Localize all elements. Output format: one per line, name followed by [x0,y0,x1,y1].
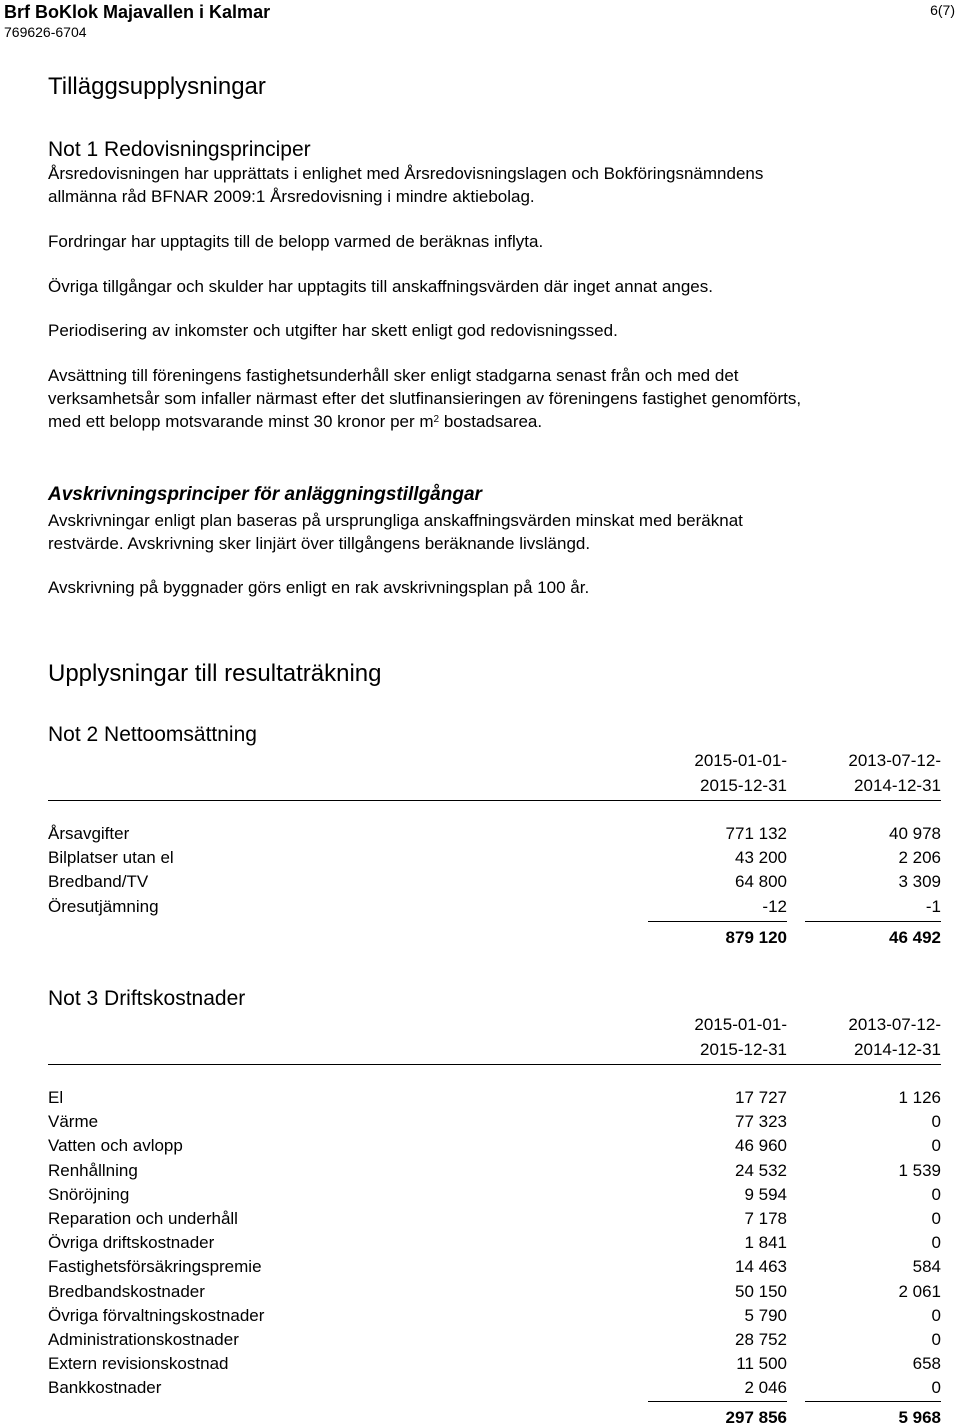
row-value-previous: 0 [931,1209,941,1228]
row-label: Renhållning [48,1160,138,1180]
note2-sum-rule-2 [805,921,941,922]
row-label: Snöröjning [48,1184,130,1204]
depreciation-title: Avskrivningsprinciper för anläggningstillgångar [48,484,482,505]
note2-col1-line2: 2015-12-31 [700,776,787,795]
row-value-current: 46 960 [735,1136,787,1156]
row-label: Reparation och underhåll [48,1209,238,1228]
note3-sum-rule-1 [648,1401,787,1402]
row-label: Bankkostnader [48,1378,162,1398]
row-value-previous: 0 [931,1233,941,1253]
depreciation-line2: restvärde. Avskrivning sker linjärt över tillgångens beräknande livslängd. [48,534,591,553]
note3-col1-line2: 2015-12-31 [700,1040,787,1059]
depreciation-line1: Avskrivningar enligt plan baseras på ursprungliga anskaffningsvärden minskat med beräknat [48,511,743,530]
note1-accruals: Periodisering av inkomster och utgifter har skett enligt god redovisningssed. [48,321,618,340]
section-title: Tilläggsupplysningar [48,73,266,100]
row-value-current: 7 178 [744,1209,787,1228]
depreciation-line3: Avskrivning på byggnader görs enligt en rak avskrivningsplan på 100 år. [48,578,590,597]
row-value-previous: 0 [931,1112,941,1132]
note2-total-2: 46 492 [889,928,941,947]
row-value-current: 77 323 [735,1112,787,1132]
row-value-previous: 0 [931,1330,941,1349]
page-number: 6(7) [930,2,955,18]
row-value-current: 1 841 [744,1233,787,1253]
note2-title: Not 2 Nettoomsättning [48,723,257,746]
row-value-current: 24 532 [735,1160,787,1180]
row-value-current: -12 [762,896,787,916]
row-label: Bredband/TV [48,872,149,892]
row-label: El [48,1088,64,1107]
row-value-previous: 1 539 [898,1160,941,1180]
note2-header-rule [48,800,941,801]
row-value-previous: 2 061 [898,1281,941,1301]
organization-number: 769626-6704 [4,24,87,40]
note1-maintenance-line1: Avsättning till föreningens fastighetsunderhåll sker enligt stadgarna senast från och med det [48,366,739,385]
row-value-previous: 2 206 [898,848,941,868]
row-label: Övriga driftskostnader [48,1233,215,1253]
row-value-current: 9 594 [744,1184,787,1204]
row-value-previous: 0 [931,1136,941,1156]
row-value-current: 11 500 [736,1354,787,1374]
note3-col2-line2: 2014-12-31 [854,1040,941,1059]
row-value-current: 43 200 [735,848,787,868]
note1-other-assets: Övriga tillgångar och skulder har upptagits till anskaffningsvärden där inget annat anges. [48,277,713,296]
note3-title: Not 3 Driftskostnader [48,987,246,1010]
note1-intro-line1: Årsredovisningen har upprättats i enlighet med Årsredovisningslagen och Bokföringsnämndens [48,164,764,183]
note2-col1-line1: 2015-01-01- [694,751,787,770]
note3-col1-line1: 2015-01-01- [694,1015,787,1034]
superscript-2: 2 [433,414,440,425]
note1-maintenance-line3 [48,411,542,433]
row-label: Bredbandskostnader [48,1281,205,1301]
note2-col2-line1: 2013-07-12- [848,751,941,770]
note3-sum-rule-2 [805,1401,941,1402]
note3-header-rule [48,1064,941,1065]
row-value-current: 17 727 [735,1088,787,1107]
note1-receivables: Fordringar har upptagits till de belopp varmed de beräknas inflyta. [48,232,544,251]
row-label: Bilplatser utan el [48,848,174,868]
note2-total-1: 879 120 [725,928,787,947]
row-value-current: 28 752 [735,1330,787,1349]
row-value-previous: 0 [931,1184,941,1204]
row-value-current: 50 150 [735,1281,787,1301]
row-value-current: 14 463 [735,1257,787,1277]
row-value-previous: 40 978 [889,824,941,843]
row-label: Extern revisionskostnad [48,1354,229,1374]
row-value-previous: 658 [912,1354,941,1374]
row-value-previous: -1 [925,896,941,916]
row-value-previous: 3 309 [898,872,941,892]
organization-name: Brf BoKlok Majavallen i Kalmar [4,2,271,22]
note1-intro-line2: allmänna råd BFNAR 2009:1 Årsredovisning i mindre aktiebolag. [48,187,535,206]
row-value-previous: 1 126 [898,1088,941,1107]
maintenance-text-a: med ett belopp motsvarande minst 30 kronor per m [48,412,434,431]
row-label: Värme [48,1112,99,1132]
row-label: Öresutjämning [48,896,159,916]
row-value-previous: 0 [931,1378,941,1398]
row-label: Årsavgifter [48,824,130,843]
note1-maintenance-line2: verksamhetsår som infaller närmast efter det slutfinansieringen av föreningens fastighet genomförts, [48,389,802,408]
row-value-previous: 0 [931,1305,941,1325]
row-value-current: 2 046 [744,1378,787,1398]
row-value-previous: 584 [912,1257,941,1277]
row-label: Administrationskostnader [48,1330,239,1349]
row-label: Vatten och avlopp [48,1136,183,1156]
row-label: Fastighetsförsäkringspremie [48,1257,262,1277]
note3-col2-line1: 2013-07-12- [848,1015,941,1034]
row-label: Övriga förvaltningskostnader [48,1305,265,1325]
note2-sum-rule-1 [648,921,787,922]
note1-title: Not 1 Redovisningsprinciper [48,138,311,161]
row-value-current: 5 790 [744,1305,787,1325]
note3-total-2: 5 968 [898,1408,941,1427]
row-value-current: 64 800 [735,872,787,892]
note3-total-1: 297 856 [725,1408,787,1427]
maintenance-text-b: bostadsarea. [439,412,543,431]
income-section-title: Upplysningar till resultaträkning [48,660,382,687]
row-value-current: 771 132 [725,824,787,843]
note2-col2-line2: 2014-12-31 [854,776,941,795]
